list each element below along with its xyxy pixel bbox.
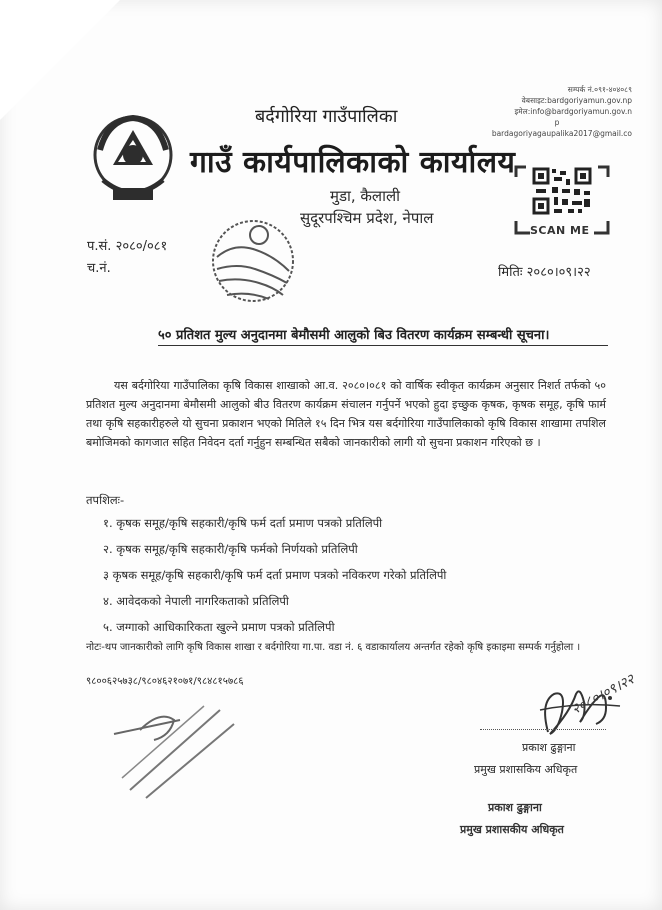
contact-email: इमेल:info@bardgoriyamun.gov.n [514,107,632,116]
contact-phones: ९८००६२५७३८/९८०४६२१०७१/९८४८१५७८६ [86,676,244,687]
handwritten-date: २०८०।०९।२२ [568,671,638,718]
list-item: ३ कृषक समूह/कृषि सहकारी/कृषि फर्म दर्ता प्रमाण पत्रको नविकरण गरेको प्रतिलिपी [103,568,447,582]
contact-info [482,84,632,139]
list-item: १. कृषक समूह/कृषि सहकारी/कृषि फर्म दर्ता प्रमाण पत्रको प्रतिलिपी [103,516,383,530]
office-name: बर्दगोरिया गाउँपालिका [255,106,398,127]
contact-email-cont: p [554,118,560,127]
issue-date: मितिः २०८०।०९।२२ [498,265,591,280]
signer-name: प्रकाश ढुङ्गाना [522,741,576,754]
dispatch-number: च.नं. [87,261,111,276]
office-title: गाउँ कार्यपालिकाको कार्यालय [190,145,516,180]
signer-title: प्रमुख प्रशासकिय अधिकृत [474,763,578,776]
note: नोटः-थप जानकारीको लागि कृषि विकास शाखा र बर्दगोरिया गा.पा. वडा नं. ६ वडाकार्यालय अन्तर्गत रहेको कृषि इकाइमा सम्पर्क गर्नुहोला । [86,642,581,653]
qr-scan-label: SCAN ME [530,224,590,237]
list-item: ४. आवेदकको नेपाली नागरिकताको प्रतिलिपी [103,594,289,608]
contact-website: वेबसाइट:bardgoriyamun.gov.np [521,96,632,105]
stamp-signer-title: प्रमुख प्रशासकीय अधिकृत [460,823,564,836]
details-heading: तपशिलः- [86,493,125,507]
notice-subject: ५० प्रतिशत मुल्य अनुदानमा बेमौसमी आलुको बिउ वितरण कार्यक्रम सम्बन्धी सूचना। [158,328,550,343]
government-emblem-icon [88,110,178,210]
subject-underline [158,345,608,346]
contact-phone: सम्पर्क नं.०९१-४०४०८९ [567,85,632,94]
province: सुदूरपश्चिम प्रदेश, नेपाल [300,209,434,227]
signature-line [480,729,606,730]
stamp-signer-name: प्रकाश ढुङ्गाना [488,801,542,814]
office-stamp-icon [203,213,303,307]
agriculture-officer-stamp-icon [100,690,250,810]
list-item: २. कृषक समूह/कृषि सहकारी/कृषि फर्मको निर्णयको प्रतिलिपी [103,542,358,556]
notice-body: यस बर्दगोरिया गाउँपालिका कृषि विकास शाखाको आ.व. २०८०।०८१ को वार्षिक स्वीकृत कार्यक्रम अनुसार निशर्त तर्फको ५० प्रतिशत मुल्य अनुदानमा बेमौसमी आलुको बीउ वितरण कार्यक्रम संचालन गर्नुपर्ने भएको हुदा इच्छुक कृषक, कृषक समूह, कृषि फार्म तथा कृषि सहकारीहरुले यो सुचना प्रकाशन भएको मितिले १५ दिन भित्र यस बर्दगोरिया गाउँपालिकाको कृषि विकास शाखामा तपशिल बमोजिमको कागजात सहित निवेदन दर्ता गर्नुहुन सम्बन्धित सबैको जानकारीको लागी यो सुचना प्रकाशन गरिएको छ । [86,379,606,449]
reference-number: प.सं. २०८०/०८१ [87,239,168,254]
contact-email-2: bardagoriyagaupalika2017@gmail.co [491,129,632,138]
folded-corner [0,0,120,120]
list-item: ५. जग्गाको आधिकारिकता खुल्ने प्रमाण पत्रको प्रतिलिपी [103,620,335,634]
district: मुडा, कैलाली [330,187,401,205]
